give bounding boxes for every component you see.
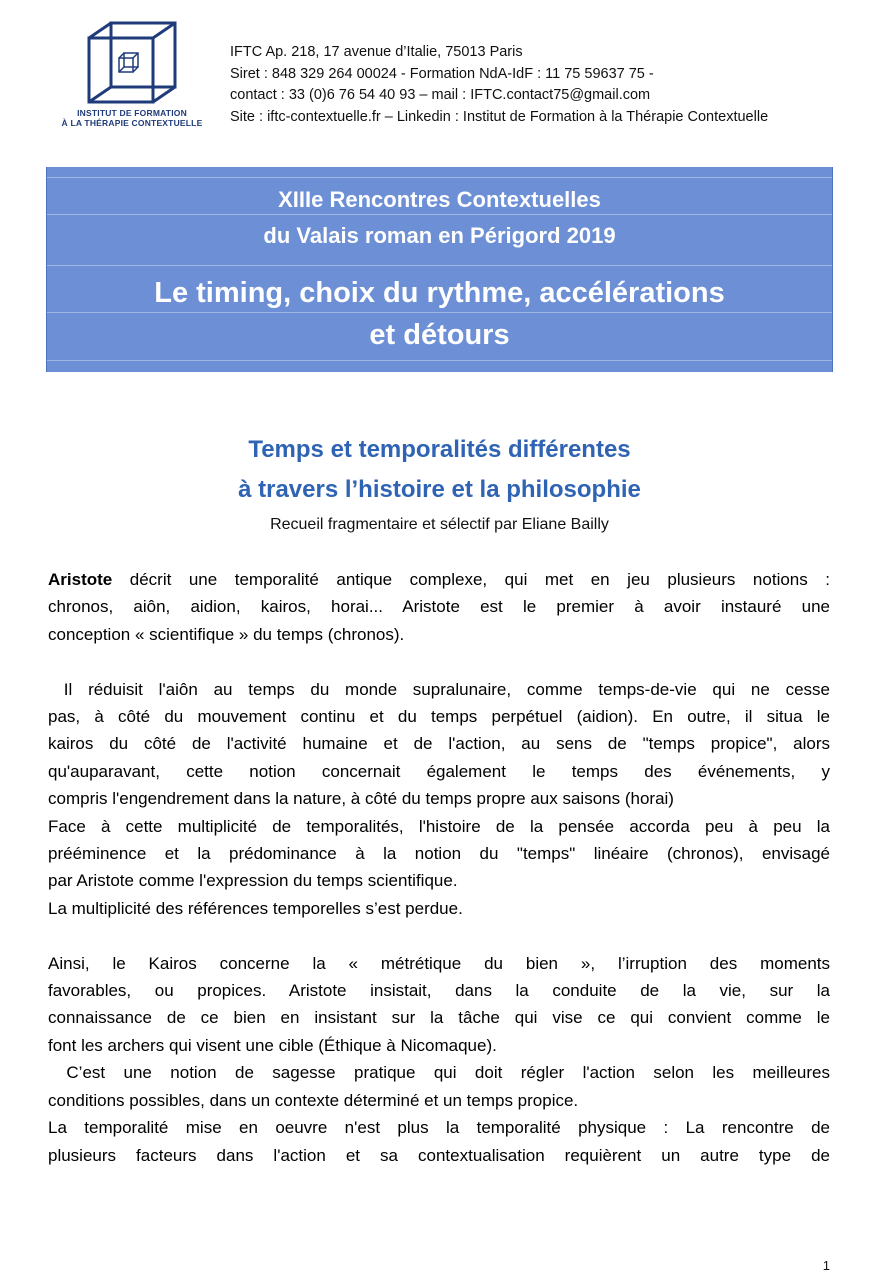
paragraph-line: Ainsi, le Kairos concerne la « métrétique du bien », l’irruption des moments: [48, 953, 830, 973]
article-body: [48, 566, 830, 1169]
paragraph-text: décrit une temporalité antique complexe, qui met en jeu plusieurs notions :: [112, 570, 830, 589]
paragraph-line: prééminence et la prédominance à la notion du "temps" linéaire (chronos), envisagé: [48, 844, 830, 864]
aristote-lead: Aristote: [48, 570, 113, 589]
paragraph-line: pas, à côté du mouvement continu et du temps perpétuel (aidion). En outre, il situa le: [48, 707, 830, 727]
paragraph-line: conditions possibles, dans un contexte déterminé et un temps propice.: [48, 1090, 579, 1110]
paragraph-line: [48, 566, 830, 593]
article-title-line-1: Temps et temporalités différentes: [248, 436, 631, 463]
page-number: 1: [822, 1258, 830, 1273]
iftc-logo: [48, 20, 216, 136]
logo-line-1: INSTITUT DE FORMATION: [77, 108, 187, 118]
event-banner: [46, 167, 833, 372]
paragraph-line: Il réduisit l'aiôn au temps du monde supralunaire, comme temps-de-vie qui ne cesse: [48, 679, 830, 699]
paragraph-line: La multiplicité des références temporelles s’est perdue.: [48, 898, 463, 918]
banner-theme-line-1: Le timing, choix du rythme, accélérations: [154, 277, 725, 309]
paragraph-line: conception « scientifique » du temps (chronos).: [48, 624, 405, 644]
paragraph-line: kairos du côté de l'activité humaine et de l'action, au sens de "temps propice", alors: [48, 734, 830, 754]
paragraph-line: chronos, aiôn, aidion, kairos, horai... Aristote est le premier à avoir instauré une: [48, 597, 830, 617]
paragraph-line: par Aristote comme l'expression du temps scientifique.: [48, 871, 458, 891]
banner-theme-line-2: et détours: [369, 319, 510, 351]
site-line: Site : iftc-contextuelle.fr – Linkedin : Institut de Formation à la Thérapie Contextuelle: [230, 108, 769, 125]
article-subtitle: Recueil fragmentaire et sélectif par Eliane Bailly: [270, 516, 609, 533]
paragraph-line: compris l'engendrement dans la nature, à côté du temps propre aux saisons (horai): [48, 789, 674, 809]
paragraph-line: connaissance de ce bien en insistant sur la tâche qui vise ce qui convient comme le: [48, 1008, 830, 1028]
nested-cube-icon: [86, 20, 178, 106]
paragraph-line: plusieurs facteurs dans l'action et sa contextualisation requièrent un autre type de: [48, 1145, 830, 1165]
paragraph-line: favorables, ou propices. Aristote insistait, dans la conduite de la vie, sur la: [48, 981, 830, 1001]
siret-line: Siret : 848 329 264 00024 - Formation NdA-IdF : 11 75 59637 75 -: [230, 65, 654, 82]
paragraph-line: font les archers qui visent une cible (Éthique à Nicomaque).: [48, 1035, 497, 1055]
logo-line-2: À LA THÉRAPIE CONTEXTUELLE: [61, 118, 203, 128]
paragraph-line: La temporalité mise en oeuvre n'est plus la temporalité physique : La rencontre de: [48, 1118, 830, 1138]
address-line: IFTC Ap. 218, 17 avenue d’Italie, 75013 Paris: [230, 44, 523, 60]
contact-line: contact : 33 (0)6 76 54 40 93 – mail : IFTC.contact75@gmail.com: [230, 87, 651, 103]
article-title-line-2: à travers l’histoire et la philosophie: [238, 476, 641, 503]
paragraph-line: Face à cette multiplicité de temporalités, l'histoire de la pensée accorda peu à peu la: [48, 816, 830, 836]
paragraph-line: C’est une notion de sagesse pratique qui doit régler l'action selon les meilleures: [48, 1063, 830, 1083]
banner-event-title: XIIIe Rencontres Contextuelles: [278, 187, 601, 212]
contact-header: [230, 42, 880, 128]
banner-event-subtitle: du Valais roman en Périgord 2019: [263, 223, 616, 248]
paragraph-line: qu'auparavant, cette notion concernait également le temps des événements, y: [48, 761, 830, 781]
